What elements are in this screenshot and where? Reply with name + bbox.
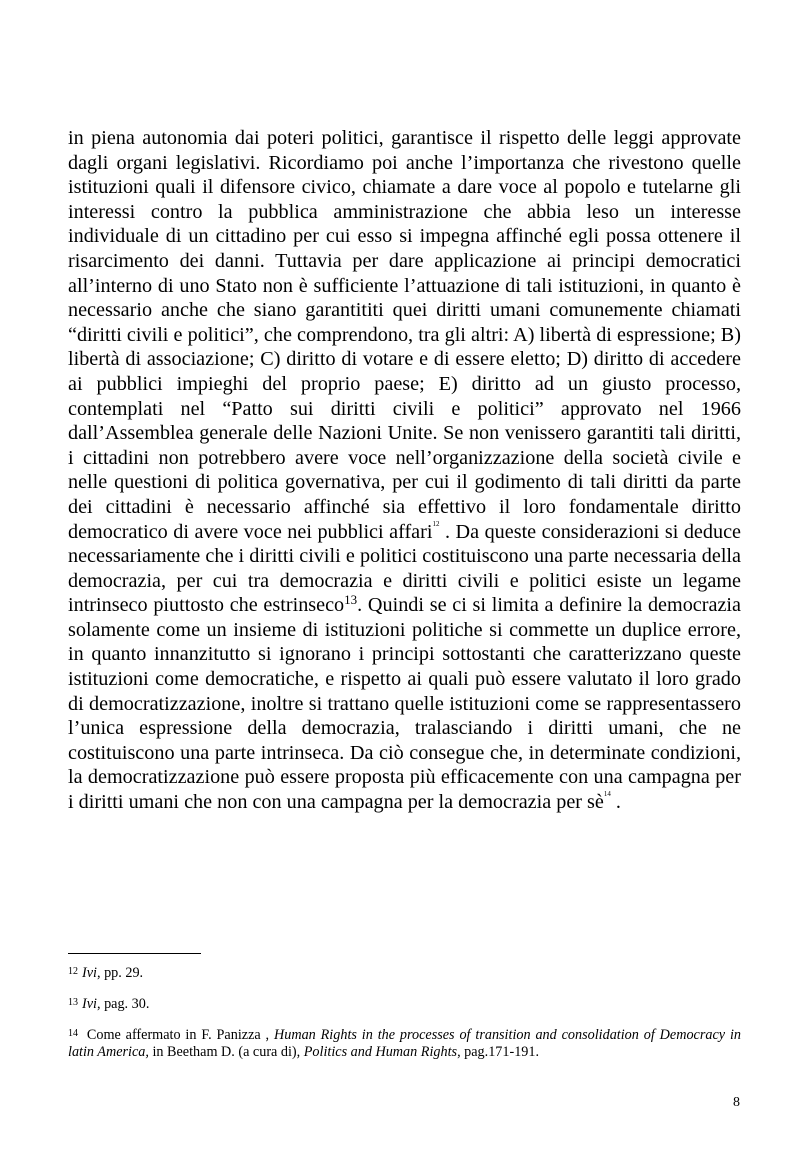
footnote-ivi: Ivi — [82, 996, 97, 1012]
body-text-part-3: . Quindi se ci si limita a definire la democrazia solamente come un insieme di istituzioni politiche si commette un duplice errore, in quanto innanzitutto si ignorano i principi sottostanti che caratterizzano queste istituzioni come democratiche, e rispetto ai quali può essere valutato il loro grado di democratizzazione, inoltre si trattano quelle istituzioni come se rappresentassero l’unica espressione della democrazia, tralasciando i diritti umani, che ne costituiscono una parte intrinseca. Da ciò consegue che, in determinate condizioni, la democratizzazione può essere proposta più efficacemente con una campagna per i diritti umani che non con una campagna per la democrazia per sè — [68, 594, 741, 814]
footnote-text: , pag.171-191. — [457, 1044, 540, 1060]
footnote-text: , pag. 30. — [96, 996, 150, 1012]
footnote-12 — [68, 965, 741, 982]
footnote-number: 12 — [68, 966, 78, 977]
footnote-number: 13 — [68, 997, 78, 1008]
footnote-14 — [68, 1027, 741, 1061]
body-text-part-4: . — [610, 791, 621, 814]
footnote-ref-13: 13 — [344, 592, 358, 608]
page-number: 8 — [733, 1095, 740, 1110]
body-text-part-2: . Da queste considerazioni si deduce necessariamente che i diritti civili e politici costituiscono una parte necessaria della democrazia, per cui tra democrazia e diritti civili e politici esiste un legame intrinseco piuttosto che estrinseco — [68, 520, 741, 617]
footnote-text: , pp. 29. — [96, 965, 144, 981]
footnote-13 — [68, 996, 741, 1013]
footnote-ref-12: 12 — [432, 519, 440, 528]
footnote-ivi: Ivi — [82, 965, 97, 981]
body-text-part-1: in piena autonomia dai poteri politici, garantisce il rispetto delle leggi approvate dagli organi legislativi. Ricordiamo poi anche l’importanza che rivestono quelle istituzioni quali il difensore civico, chiamate a dare voce al popolo e tutelarne gli interessi contro la pubblica amministrazione che abbia leso un interesse individuale di un cittadino per cui esso si impegna affinché egli possa ottenere il risarcimento dei danni. Tuttavia per dare applicazione ai principi democratici all’interno di uno Stato non è sufficiente l’attuazione di tali istituzioni, in quanto è necessario anche che siano garantititi quei diritti umani comunemente chiamati “diritti civili e politici”, che comprendono, tra gli altri: A) libertà di espressione; B) libertà di associazione; C) diritto di votare e di essere eletto; D) diritto di accedere ai pubblici impieghi del proprio paese; E) diritto ad un giusto processo, contemplati nel “Patto sui diritti civili e politici” approvato nel 1966 dall’Assemblea generale delle Nazioni Unite. Se non venissero garantiti tali diritti, i cittadini non potrebbero avere voce nell’organizzazione della società civile e nelle questioni di politica governativa, per cui il godimento di tali diritti da parte dei cittadini è necessario affinché sia effettivo il loro fondamentale diritto democratico di avere voce nei pubblici affari — [68, 127, 741, 543]
footnote-number: 14 — [68, 1028, 78, 1039]
footnote-book-title: Politics and Human Rights — [303, 1044, 458, 1060]
footnote-ref-14: 14 — [603, 790, 611, 799]
footnote-text: Come affermato in F. Panizza , — [82, 1027, 274, 1043]
footnote-text: in Beetham D. (a cura di), — [148, 1044, 304, 1060]
body-paragraph — [68, 126, 741, 815]
footnote-title-italic: Human Rights in the processes of transition and consolidation of Democracy in latin America, — [68, 1027, 741, 1060]
footnote-separator — [68, 953, 201, 954]
